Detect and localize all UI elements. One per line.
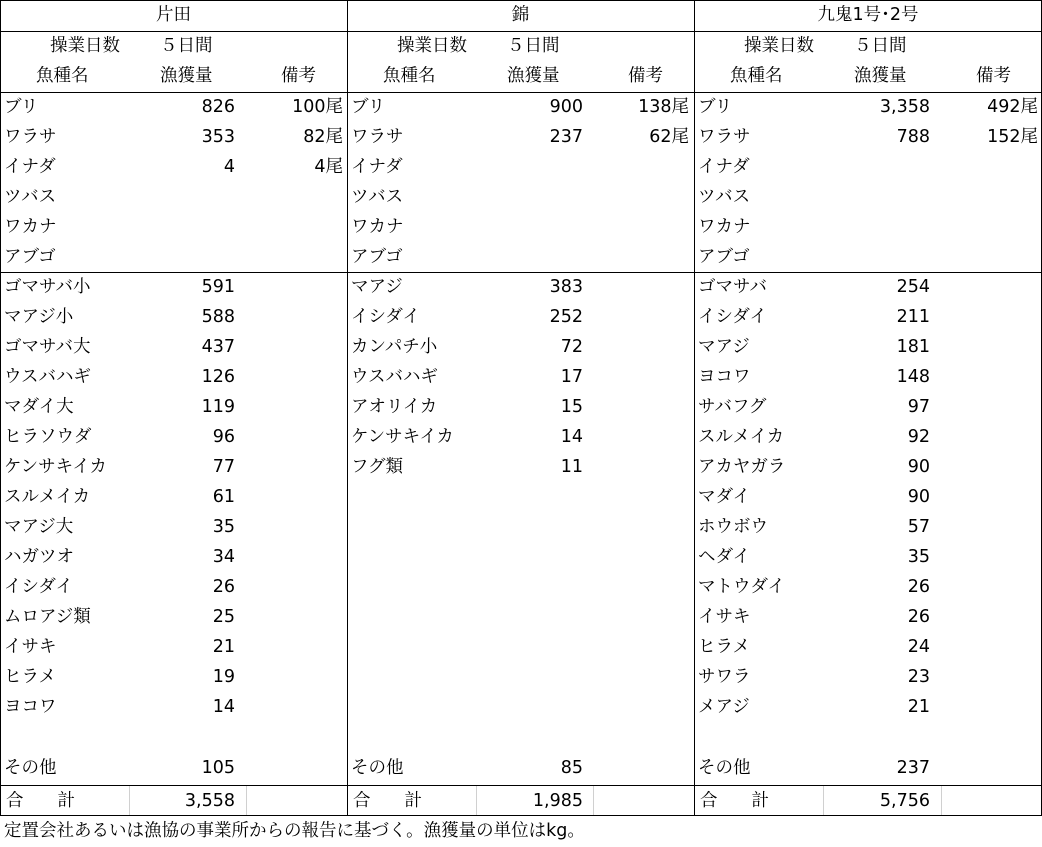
footnote: 定置会社あるいは漁協の事業所からの報告に基づく。漁獲量の単位はkg。 bbox=[4, 821, 585, 841]
total-amount: 5,756 bbox=[879, 791, 930, 811]
table-row bbox=[0, 152, 347, 182]
total-label-first: 合 bbox=[700, 791, 718, 811]
species-name: アブゴ bbox=[351, 247, 403, 267]
catch-amount: 237 bbox=[549, 127, 583, 147]
catch-amount: 237 bbox=[896, 758, 930, 778]
table-row bbox=[694, 753, 1042, 783]
species-name: スルメイカ bbox=[698, 427, 785, 447]
catch-amount: 14 bbox=[212, 697, 235, 717]
table-row bbox=[0, 302, 347, 332]
species-name: その他 bbox=[4, 758, 57, 778]
catch-amount: 26 bbox=[907, 607, 930, 627]
species-name: ヒラメ bbox=[4, 667, 56, 687]
species-name: マアジ bbox=[698, 337, 750, 357]
table-row bbox=[0, 512, 347, 542]
total-label-second: 計 bbox=[751, 791, 769, 811]
table-row bbox=[0, 212, 347, 242]
remark: 492尾 bbox=[987, 97, 1038, 117]
species-name: ウスバハギ bbox=[4, 367, 91, 387]
catch-amount: 105 bbox=[201, 758, 235, 778]
remark: 82尾 bbox=[303, 127, 343, 147]
table-row bbox=[0, 632, 347, 662]
species-name: マトウダイ bbox=[698, 577, 785, 597]
species-name: ウスバハギ bbox=[351, 367, 438, 387]
operating-days-label: 操業日数 bbox=[744, 36, 814, 56]
table-row bbox=[347, 362, 694, 392]
table-row bbox=[0, 542, 347, 572]
section-0 bbox=[0, 0, 347, 816]
table-row bbox=[694, 152, 1042, 182]
catch-amount: 900 bbox=[549, 97, 583, 117]
table-row bbox=[347, 452, 694, 482]
catch-amount: 126 bbox=[201, 367, 235, 387]
table-row bbox=[347, 392, 694, 422]
table-row bbox=[694, 92, 1042, 122]
table-row bbox=[694, 122, 1042, 152]
species-name: イナダ bbox=[351, 157, 403, 177]
species-name: アカヤガラ bbox=[698, 457, 786, 477]
species-name: サワラ bbox=[698, 667, 751, 687]
remark: 138尾 bbox=[638, 97, 689, 117]
table-row bbox=[0, 272, 347, 302]
species-name: ヨコワ bbox=[4, 697, 57, 717]
table-row bbox=[694, 482, 1042, 512]
remark: 152尾 bbox=[987, 127, 1038, 147]
total-cell-divider-1 bbox=[941, 786, 942, 815]
species-header: 魚種名 bbox=[730, 66, 783, 86]
table-row bbox=[0, 602, 347, 632]
operating-days-value: ５日間 bbox=[160, 36, 213, 56]
catch-amount: 92 bbox=[907, 427, 930, 447]
remarks-header: 備考 bbox=[976, 66, 1011, 86]
table-row bbox=[694, 692, 1042, 722]
total-amount: 3,558 bbox=[184, 791, 235, 811]
species-name: イサキ bbox=[698, 607, 751, 627]
catch-amount: 26 bbox=[907, 577, 930, 597]
table-row bbox=[694, 662, 1042, 692]
total-label-second: 計 bbox=[404, 791, 422, 811]
species-name: イサキ bbox=[4, 637, 57, 657]
species-name: ヒラメ bbox=[698, 637, 750, 657]
species-name: イシダイ bbox=[351, 307, 420, 327]
section-title: 錦 bbox=[511, 5, 530, 25]
catch-amount: 588 bbox=[201, 307, 235, 327]
table-row bbox=[347, 302, 694, 332]
total-label-first: 合 bbox=[353, 791, 371, 811]
catch-amount: 353 bbox=[201, 127, 235, 147]
catch-amount: 77 bbox=[212, 457, 235, 477]
catch-amount: 19 bbox=[212, 667, 235, 687]
catch-amount: 4 bbox=[223, 157, 235, 177]
operating-days-value: ５日間 bbox=[507, 36, 560, 56]
species-name: ワカナ bbox=[4, 217, 57, 237]
catch-amount: 181 bbox=[896, 337, 930, 357]
table-row bbox=[0, 242, 347, 272]
table-row bbox=[694, 272, 1042, 302]
section-2 bbox=[694, 0, 1042, 816]
catch-amount: 15 bbox=[560, 397, 583, 417]
species-name: ハガツオ bbox=[4, 547, 74, 567]
catch-amount: 17 bbox=[560, 367, 583, 387]
table-row bbox=[0, 753, 347, 783]
table-row bbox=[0, 572, 347, 602]
species-name: ゴマサバ大 bbox=[4, 337, 91, 357]
catch-amount: 85 bbox=[560, 758, 583, 778]
catch-header: 漁獲量 bbox=[160, 66, 213, 86]
remark: 62尾 bbox=[649, 127, 689, 147]
table-row bbox=[0, 662, 347, 692]
species-name: マアジ大 bbox=[4, 517, 74, 537]
table-row bbox=[347, 182, 694, 212]
species-name: フグ類 bbox=[351, 457, 403, 477]
table-row bbox=[0, 182, 347, 212]
catch-amount: 97 bbox=[907, 397, 930, 417]
species-name: ワカナ bbox=[698, 217, 751, 237]
catch-amount: 148 bbox=[896, 367, 930, 387]
catch-amount: 61 bbox=[212, 487, 235, 507]
table-row bbox=[347, 212, 694, 242]
table-row bbox=[694, 182, 1042, 212]
total-amount: 1,985 bbox=[532, 791, 583, 811]
table-row bbox=[0, 92, 347, 122]
species-name: アブゴ bbox=[698, 247, 750, 267]
catch-amount: 24 bbox=[907, 637, 930, 657]
table-row bbox=[694, 572, 1042, 602]
table-row bbox=[0, 422, 347, 452]
table-row bbox=[347, 422, 694, 452]
catch-header: 漁獲量 bbox=[854, 66, 907, 86]
catch-amount: 252 bbox=[549, 307, 583, 327]
table-row bbox=[694, 392, 1042, 422]
table-row bbox=[0, 122, 347, 152]
species-name: ゴマサバ小 bbox=[4, 277, 91, 297]
section-title: 九鬼1号･2号 bbox=[817, 5, 919, 25]
catch-amount: 72 bbox=[560, 337, 583, 357]
operating-days-label: 操業日数 bbox=[397, 36, 467, 56]
catch-amount: 437 bbox=[201, 337, 235, 357]
species-name: スルメイカ bbox=[4, 487, 91, 507]
species-name: ブリ bbox=[698, 97, 733, 117]
table-row bbox=[694, 302, 1042, 332]
catch-amount: 25 bbox=[212, 607, 235, 627]
total-cell-divider-1 bbox=[246, 786, 247, 815]
catch-amount: 96 bbox=[212, 427, 235, 447]
species-name: ブリ bbox=[351, 97, 386, 117]
table-row bbox=[694, 242, 1042, 272]
section-title: 片田 bbox=[156, 5, 191, 25]
catch-amount: 119 bbox=[201, 397, 235, 417]
species-name: ケンサキイカ bbox=[351, 427, 454, 447]
species-header: 魚種名 bbox=[36, 66, 89, 86]
species-name: マアジ bbox=[351, 277, 403, 297]
catch-amount: 90 bbox=[907, 457, 930, 477]
species-name: ヘダイ bbox=[698, 547, 751, 567]
total-label bbox=[700, 786, 769, 816]
species-name: ワカナ bbox=[351, 217, 404, 237]
species-name: カンパチ小 bbox=[351, 337, 438, 357]
remark: 100尾 bbox=[292, 97, 343, 117]
species-name: メアジ bbox=[698, 697, 750, 717]
total-label bbox=[353, 786, 422, 816]
species-name: アオリイカ bbox=[351, 397, 438, 417]
species-name: その他 bbox=[351, 758, 404, 778]
species-name: ワラサ bbox=[4, 127, 57, 147]
total-label-first: 合 bbox=[6, 791, 24, 811]
species-name: ムロアジ類 bbox=[4, 607, 91, 627]
remarks-header: 備考 bbox=[628, 66, 663, 86]
species-name: ワラサ bbox=[351, 127, 404, 147]
total-cell-divider-0 bbox=[129, 786, 130, 815]
total-label-second: 計 bbox=[57, 791, 75, 811]
section-1 bbox=[347, 0, 694, 816]
total-row bbox=[347, 786, 694, 816]
species-name: ホウボウ bbox=[698, 517, 768, 537]
table-row bbox=[347, 122, 694, 152]
remarks-header: 備考 bbox=[281, 66, 316, 86]
catch-amount: 3,358 bbox=[879, 97, 930, 117]
catch-amount: 591 bbox=[201, 277, 235, 297]
species-name: サバフグ bbox=[698, 397, 767, 417]
catch-amount: 21 bbox=[212, 637, 235, 657]
catch-amount: 11 bbox=[560, 457, 583, 477]
species-name: ゴマサバ bbox=[698, 277, 767, 297]
species-name: イナダ bbox=[4, 157, 56, 177]
catch-amount: 26 bbox=[212, 577, 235, 597]
table-row bbox=[347, 753, 694, 783]
species-name: マダイ bbox=[698, 487, 751, 507]
table-row bbox=[694, 332, 1042, 362]
catch-amount: 383 bbox=[549, 277, 583, 297]
table-row bbox=[694, 452, 1042, 482]
table-row bbox=[0, 332, 347, 362]
table-row bbox=[694, 602, 1042, 632]
total-cell-divider-0 bbox=[476, 786, 477, 815]
species-name: イナダ bbox=[698, 157, 750, 177]
table-row bbox=[0, 392, 347, 422]
operating-days-label: 操業日数 bbox=[50, 36, 120, 56]
catch-amount: 90 bbox=[907, 487, 930, 507]
table-row bbox=[0, 692, 347, 722]
total-row bbox=[694, 786, 1042, 816]
species-name: ツバス bbox=[4, 187, 57, 207]
species-name: ケンサキイカ bbox=[4, 457, 107, 477]
table-row bbox=[694, 512, 1042, 542]
species-name: マダイ大 bbox=[4, 397, 74, 417]
total-label bbox=[6, 786, 75, 816]
species-name: ワラサ bbox=[698, 127, 751, 147]
operating-days-value: ５日間 bbox=[854, 36, 907, 56]
species-name: イシダイ bbox=[4, 577, 73, 597]
catch-amount: 211 bbox=[896, 307, 930, 327]
total-row bbox=[0, 786, 347, 816]
table-row bbox=[0, 452, 347, 482]
catch-amount: 57 bbox=[907, 517, 930, 537]
table-row bbox=[0, 362, 347, 392]
table-row bbox=[694, 212, 1042, 242]
species-header: 魚種名 bbox=[383, 66, 436, 86]
remark: 4尾 bbox=[314, 157, 343, 177]
species-name: ヨコワ bbox=[698, 367, 751, 387]
table-row bbox=[0, 482, 347, 512]
species-name: ツバス bbox=[351, 187, 404, 207]
species-name: ツバス bbox=[698, 187, 751, 207]
table-row bbox=[347, 332, 694, 362]
table-row bbox=[694, 632, 1042, 662]
table-row bbox=[694, 362, 1042, 392]
catch-header: 漁獲量 bbox=[507, 66, 560, 86]
catch-amount: 35 bbox=[212, 517, 235, 537]
species-name: ブリ bbox=[4, 97, 39, 117]
species-name: アブゴ bbox=[4, 247, 56, 267]
catch-amount: 23 bbox=[907, 667, 930, 687]
table-row bbox=[694, 542, 1042, 572]
table-row bbox=[347, 152, 694, 182]
table-row bbox=[347, 272, 694, 302]
catch-amount: 34 bbox=[212, 547, 235, 567]
total-cell-divider-1 bbox=[593, 786, 594, 815]
catch-amount: 826 bbox=[201, 97, 235, 117]
catch-amount: 14 bbox=[560, 427, 583, 447]
species-name: ヒラソウダ bbox=[4, 427, 92, 447]
catch-amount: 254 bbox=[896, 277, 930, 297]
catch-amount: 35 bbox=[907, 547, 930, 567]
table-row bbox=[694, 422, 1042, 452]
table-row bbox=[347, 242, 694, 272]
species-name: マアジ小 bbox=[4, 307, 74, 327]
total-cell-divider-0 bbox=[823, 786, 824, 815]
catch-amount: 21 bbox=[907, 697, 930, 717]
species-name: イシダイ bbox=[698, 307, 767, 327]
species-name: その他 bbox=[698, 758, 751, 778]
table-row bbox=[347, 92, 694, 122]
catch-amount: 788 bbox=[896, 127, 930, 147]
